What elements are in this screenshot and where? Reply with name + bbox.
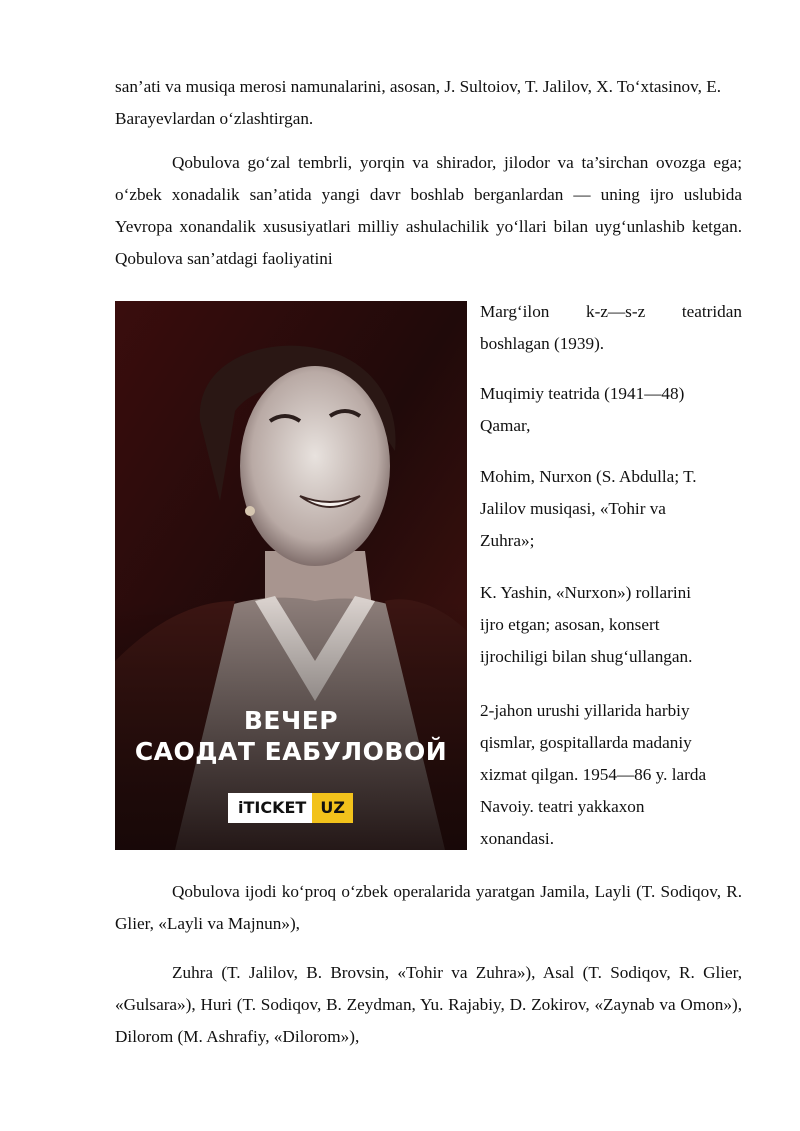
paragraph-voice: Qobulova go‘zal tembrli, yorqin va shirador, jilodor va ta’sirchan ovozga ega; o‘zbek xonadalik san’atida yangi davr boshlab berganlardan — uning ijro uslubida Yevropa xonandalik xususiyatlari milliy ashulachilik yo‘llari bilan uyg‘unlashib ketgan. Qobulova san’atdagi faoliyatini	[115, 153, 742, 268]
side-line: Navoiy. teatri yakkaxon	[480, 797, 645, 816]
side-line: Mohim, Nurxon (S. Abdulla; T.	[480, 467, 697, 486]
side-paragraph-2	[480, 378, 742, 442]
side-line: Zuhra»;	[480, 531, 535, 550]
paragraph-roles: Zuhra (T. Jalilov, B. Brovsin, «Tohir va Zuhra»), Asal (T. Sodiqov, R. Glier, «Gulsara»), Huri (T. Sodiqov, B. Zeydman, Yu. Rajabiy, D. Zokirov, «Zaynab va Omon»), Dilorom (M. Ashrafiy, «Dilorom»),	[115, 963, 742, 1046]
side-line: qismlar, gospitallarda madaniy	[480, 733, 692, 752]
side-paragraph-5	[480, 695, 742, 855]
side-line: ijro etgan; asosan, konsert	[480, 615, 660, 634]
side-paragraph-4	[480, 577, 742, 673]
portrait-illustration	[115, 301, 467, 850]
poster-image	[115, 301, 467, 850]
side-line: Jalilov musiqasi, «Tohir va	[480, 499, 666, 518]
iticket-logo	[228, 793, 353, 823]
side-line: 2-jahon urushi yillarida harbiy	[480, 701, 690, 720]
side-line: ijrochiligi bilan shug‘ullangan.	[480, 647, 693, 666]
side-line: xizmat qilgan. 1954—86 y. larda	[480, 765, 707, 784]
side-line: xonandasi.	[480, 829, 554, 848]
poster-title-line1: ВЕЧЕР	[243, 706, 339, 735]
side-paragraph-1	[480, 296, 742, 360]
poster-title-line2: САОДАТ ЕАБУЛОВОЙ	[134, 737, 448, 766]
paragraph-operas: Qobulova ijodi ko‘proq o‘zbek operalarida yaratgan Jamila, Layli (T. Sodiqov, R. Glier, «Layli va Majnun»),	[115, 882, 742, 933]
paragraph-intro: san’ati va musiqa merosi namunalarini, asosan, J. Sultoiov, T. Jalilov, X. To‘xtasinov, E. Barayevlardan o‘zlashtirgan.	[115, 77, 721, 128]
side-line: Qamar,	[480, 416, 531, 435]
iticket-logo-text: iTICKET	[228, 793, 312, 823]
iticket-logo-country: UZ	[312, 793, 353, 823]
side-line: boshlagan (1939).	[480, 334, 605, 353]
side-line: Muqimiy teatrida (1941—48)	[480, 384, 685, 403]
side-line: Marg‘ilon k-z—s-z teatridan	[480, 302, 742, 321]
side-paragraph-3	[480, 461, 742, 557]
side-line: K. Yashin, «Nurxon») rollarini	[480, 583, 692, 602]
